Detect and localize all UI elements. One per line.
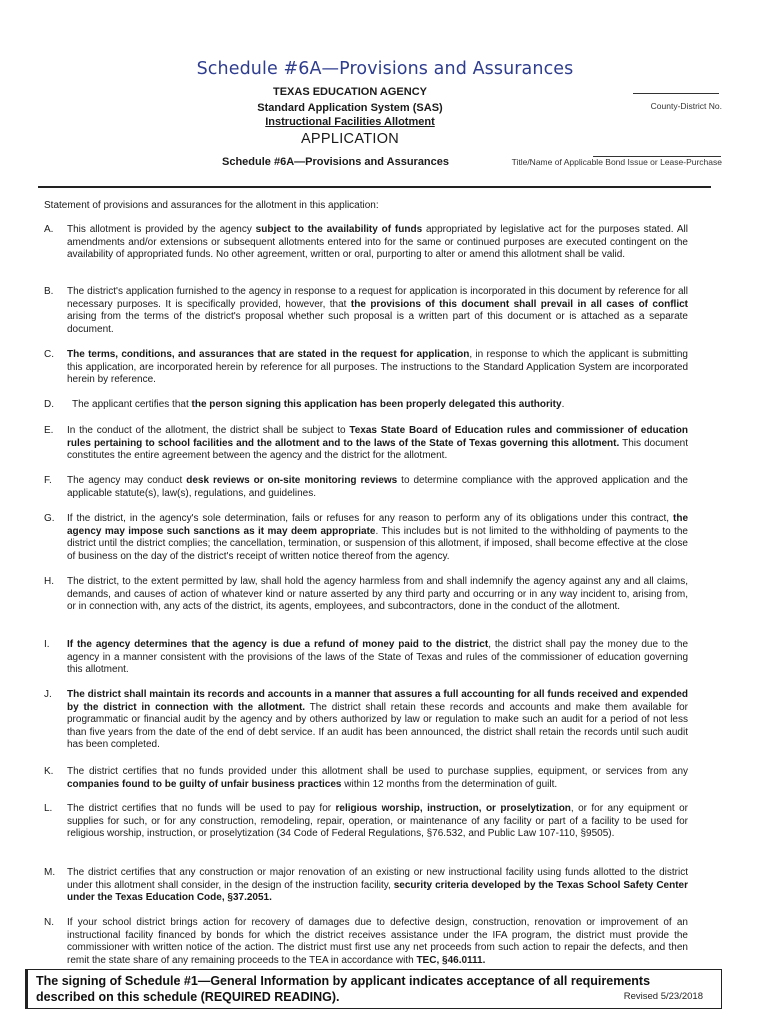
schedule-subtitle: Schedule #6A—Provisions and Assurances	[222, 156, 450, 168]
provision-text: If the agency determines that the agency is due a refund of money paid to the district, the district shall pay the money due to the agency in a manner consistent with the provisions of the laws of the State of Texas and rules of the commissioner of education governing this allotment.	[67, 639, 689, 675]
provision-text: The terms, conditions, and assurances that are stated in the request for application, in response to which the applicant is submitting this application, are incorporated herein by reference for all purposes. The instructions to the Standard Application System are incorporated herein by reference.	[67, 349, 688, 385]
header-center-block	[160, 85, 540, 148]
provision-letter: E.	[44, 425, 54, 436]
provision-text: The district, to the extent permitted by law, shall hold the agency harmless from and shall indemnify the agency against any and all claims, demands, and causes of action of whatever kind or nature asserted by any third party and occurring or in any way incident to, arising from, or in connection with, any acts of the district, its agents, employees, and subcontractors, done in the conduct of the allotment.	[67, 576, 688, 612]
provision-letter: A.	[44, 224, 54, 235]
provision-letter: J.	[44, 689, 52, 700]
provision-text: The district certifies that any construction or major renovation of an existing or new instructional facility using funds allotted to the district under this allotment shall consider, in the design of the instruction facility, security criteria developed by the Texas School Safety Center under the Texas Education Code, §37.2051.	[67, 867, 688, 903]
provision-text: The applicant certifies that the person signing this application has been properly delegated this authority.	[72, 399, 565, 410]
provision-text: The district shall maintain its records and accounts in a manner that assures a full accounting for all funds received and expended by the district in connection with the allotment. The district shall retain these records and accounts and make them available for programmatic or financial audit by the agency and by others authorized by law or regulation to make such an audit for a period of not less than five years from the date of the end of debt service. If an audit has been announced, the district shall retain the records until such audit has been completed.	[67, 689, 689, 750]
provision-text: The district certifies that no funds will be used to pay for religious worship, instruction, or proselytization, or for any equipment or supplies for such, or for any construction, remodeling, repair, operation, or maintenance of any facility or part of a facility to be used for religious worship, instruction, or proselytization (34 Code of Federal Regulations, §76.532, and Public Law 107-110, §9505).	[67, 803, 688, 839]
provision-text: In the conduct of the allotment, the district shall be subject to Texas State Board of Education rules and commissioner of education rules pertaining to school facilities and the allotment and to the laws of the State of Texas governing this allotment. This document constitutes the entire agreement between the agency and the district for the allotment.	[67, 425, 688, 461]
provision-letter: G.	[44, 513, 55, 524]
provision-text: The district certifies that no funds provided under this allotment shall be used to purchase supplies, equipment, or services from any companies found to be guilty of unfair business practices within 12 months from the determination of guilt.	[67, 766, 688, 790]
system-name: Standard Application System (SAS)	[257, 102, 443, 114]
provision-text: The district's application furnished to the agency in response to a request for application is incorporated in this document by reference for all necessary purposes. It is specifically provided, however, that the provisions of this document shall prevail in all cases of conflict arising from the terms of the district's proposal whether such proposal is a written part of this document or is attached as a separate document.	[67, 286, 688, 335]
revision-date: Revised 5/23/2018	[623, 991, 703, 1002]
provision-letter: M.	[44, 867, 56, 878]
title-name-label: Title/Name of Applicable Bond Issue or Lease-Purchase	[511, 157, 722, 167]
required-reading-notice: The signing of Schedule #1—General Information by applicant indicates acceptance of all requirements described on this schedule (REQUIRED READING).	[36, 974, 651, 1004]
schedule-title: Schedule #6A—Provisions and Assurances	[196, 59, 574, 79]
county-district-label: County-District No.	[650, 101, 722, 111]
provision-letter: K.	[44, 766, 54, 777]
agency-name: TEXAS EDUCATION AGENCY	[272, 86, 427, 98]
county-district-line	[633, 93, 719, 94]
provision-text: If your school district brings action for recovery of damages due to defective design, construction, renovation or improvement of an instructional facility financed by bonds for which the district receives assistance under the IFA program, the district must provide the commissioner with written notice of the action. The district must first use any net proceeds from such action to repair the defects, and then remit the state share of any remaining proceeds to the TEA in accordance with TEC, §46.0111.	[67, 917, 688, 966]
provision-letter: L.	[44, 803, 53, 814]
header-divider	[38, 186, 711, 188]
required-reading-box	[25, 969, 722, 1009]
provision-letter: N.	[44, 917, 54, 928]
provision-text: If the district, in the agency's sole determination, fails or refuses for any reason to perform any of its obligations under this contract, the agency may impose such sanctions as it may deem appropriate. This includes but is not limited to the withholding of payments to the district until the district complies; the cancellation, termination, or suspension of this allotment, if imposed, shall become effective at the close of business on the day of the district's receipt of written notice thereof from the agency.	[67, 513, 688, 562]
provision-letter: F.	[44, 475, 52, 486]
provision-letter: C.	[44, 349, 54, 360]
intro-statement: Statement of provisions and assurances for the allotment in this application:	[44, 200, 379, 211]
provision-letter: I.	[44, 639, 50, 650]
provision-letter: H.	[44, 576, 54, 587]
provision-letter: D.	[44, 399, 54, 410]
provision-text: The agency may conduct desk reviews or on-site monitoring reviews to determine compliance with the approved application and the applicable statute(s), law(s), regulations, and guidelines.	[67, 475, 688, 499]
allotment-name: Instructional Facilities Allotment	[265, 116, 435, 128]
provision-letter: B.	[44, 286, 54, 297]
application-heading: APPLICATION	[300, 131, 400, 147]
provision-text: This allotment is provided by the agency subject to the availability of funds appropriated by legislative act for the purposes stated. All amendments and/or extensions or subsequent allotments entered into for the same or continued purposes are executed contingent on the availability of appropriated funds. No other agreement, written or oral, purporting to alter or amend this allotment shall be valid.	[67, 224, 688, 260]
